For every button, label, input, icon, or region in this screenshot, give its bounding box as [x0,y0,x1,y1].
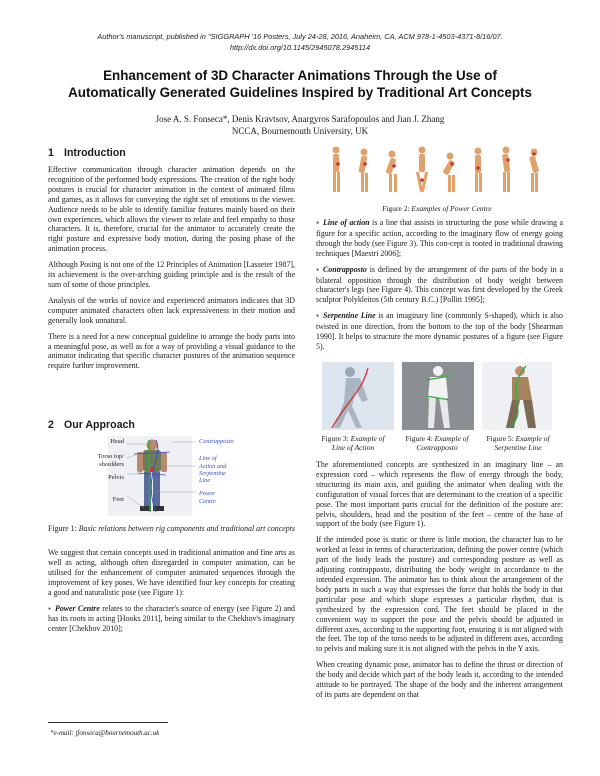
right-body-text [316,460,563,700]
paper-title [30,67,570,101]
bullet-contrapposto [316,265,563,306]
paragraph: We suggest that certain concepts used in traditional animation and fine arts as well as acting, although often disregarded in computer animation, can be utilised for the enhancement of computer animated sequences through the improvement of key poses. We have identified four key concepts for creating a good and naturalistic pose (see Figure 1): [48,548,295,597]
label-centre: Centre [199,497,216,505]
bullet-text: relates to the character's source of energy (see Figure 2) and has its roots in acting [Hooks 2011], being similar to the Chekhov's imaginary center [Chekhov 2010]; [48,603,295,634]
figure-3-caption [316,434,390,453]
bullet-icon: ● [316,221,320,226]
figures-3-4-5 [322,362,552,430]
caption-text: Example of [350,434,385,443]
label-power: Power [199,490,216,498]
label-head: Head [110,438,124,445]
caption-prefix: Figure 3: [321,434,349,443]
bullet-text: is an imaginary line (commonly S-shaped), which is also twisted in one direction, from the bottom to the top of the body [Shearman 1990]. It helps to structure the more dynamic postures of a figure (see Figure 5). [316,311,563,351]
figure-5-caption [478,434,558,453]
doi-link[interactable]: http://dx.doi.org/10.1145/2945078.2945114 [229,43,371,52]
figure-2-caption [322,204,552,213]
caption-prefix: Figure 4: [405,434,433,443]
bullet-line-of-action [316,218,563,259]
bullet-term: Line of action [323,218,370,227]
paragraph: The aforementioned concepts are synthesized in an imaginary line – an expression cord – which represents the flow of energy through the body, structuring its main axis, and guiding the animator when dealing with the configuration of visual forces that are determinant to the creation of a specific pose. The most important parts crucial for the definition of the posture are: pelvis, shoulders, head and the position of the feet – centre of the base of support of the body (see Figure 1). [316,460,563,529]
figure-1-left-labels [72,438,124,504]
caption-text: Basic relations between rig components and traditional art concepts [78,524,295,533]
section-number: 1 [48,147,54,159]
figure-3-image [322,362,394,430]
figure-2 [322,142,552,202]
label-line-of: Line of [199,455,217,463]
figure-5-image [482,362,552,430]
label-contrapposto: Contrapposto [199,438,234,445]
caption-text: Serpentine Line [494,443,542,453]
caption-prefix: Figure 1: [48,524,77,533]
figure-1-right-labels [199,438,269,505]
bullet-icon: ● [316,314,320,320]
power-centre-marker [150,468,154,472]
paragraph [48,260,295,290]
bullet-serpentine-line [316,311,563,352]
section-heading-our-approach [48,419,135,431]
caption-text: Examples of Power Centre [411,204,492,213]
paragraph: Effective communication through character animation depends on the recognition of the performed body expressions. The creation of the right body postures is crucial for character animation in the context of animated films and games, as it allows for conveying the right set of emotions to the viewer. Audience needs to be able to identify familiar features mainly based on their own experiences, which allows the viewer to relate and feel empathy to those characters. It is, therefore, crucial for the animator to accurately create the right posture and expressive body motion, during the posing phase of the animation process. [48,165,295,254]
caption-text: Example of [515,434,550,443]
affiliation: NCCA, Bournemouth University, UK [231,126,369,136]
label-serpentine: Serpentine [199,469,226,477]
author-names: Jose A. S. Fonseca*, Denis Kravtsov, Anargyros Sarafopoulos and Jian J. Zhang [155,114,445,124]
bullet-power-centre [48,604,295,635]
section-title: Introduction [64,147,126,159]
bullet-text: is defined by the arrangement of the parts of the body in a bilateral opposition through the distribution of body weight between character's legs (see Figure 4). This concept was first developed by the Greek sculptor Polykleitos (5th century B.C.) [Pollitt 1995]; [316,264,563,305]
bullet-icon: ● [316,267,320,273]
figures-3-4-5-images [322,362,552,430]
figure-2-power-centre-strip [322,142,552,202]
footnote-divider [48,722,168,723]
label-feet: Feet [112,496,124,503]
figure-4-caption [398,434,476,453]
bullet-term: Contrapposto [323,264,367,274]
bullet-text: is a line that assists in structuring the pose while drawing a figure for a specific action, according to the imaginary flow of energy going through the body (see Figure 3). This con-cept is rooted in traditional drawing techniques [Maestri 2006]; [316,218,563,258]
figure-1 [72,436,272,516]
caption-text: Contrapposto [416,443,458,453]
paragraph-start: Although Posing is not one of the 12 Principles of Animation [Lasseter 1987], its achievement is the over-arching guiding principle and is the result of the sum of some of those principles. [48,260,295,289]
label-line: Line [199,477,211,485]
intro-text [48,165,295,371]
figure-1-caption [48,524,295,534]
manuscript-note [40,31,560,53]
label-action-and: Action and [199,462,227,470]
paragraph: When creating dynamic pose, animator has to define the thrust or direction of the body and decide which part of the body leads it, according to the intended attitude to be portrayed. The shape of the body and the inherent arrangement of its parts are dependent on that [316,660,563,699]
bullet-term: Serpentine Line [323,311,376,321]
section-number: 2 [48,419,54,431]
author-block [40,113,560,137]
paragraph: Analysis of the works of novice and experienced animators indicates that 3D computer animated characters often lack expressiveness in their motion and generally look unnatural. [48,295,295,325]
manuscript-line: Author's manuscript, published in "SIGGRAPH '16 Posters, July 24-28, 2016, Anaheim, CA, ACM 978-1-4503-4371-8/16/07. [97,32,503,41]
paragraph: If the intended pose is static or there is little motion, the character has to be worked at least in terms of characterization, defining the power centre (which part of the body leads the posture) and corresponding posture as well as adjusting contrapposto, distributing the body weight in accordance to the intended expression. The animator has to think about the arrangement of the body parts in such a way that expresses the force that holds the body in that particular pose and which shape expresses a particular rhythm, that is synthesized by the expression cord. The feet should be placed in the convenient way to support the pose and the pelvis should be adjusted in different axes, according to the supporting foot, ensuring it is not aligned with the feet. The top of the torso needs to be adjusted in different axes, according to pelvis and making sure it is not aligned with the pelvis in the Y axis. [316,535,563,654]
footnote: *e-mail: jfonseca@bournemouth.ac.uk [50,729,160,737]
caption-text: Line of Action [331,443,375,453]
title-line-2: Automatically Generated Guidelines Inspired by Traditional Art Concepts [68,85,532,100]
figure-4-image [402,362,474,430]
caption-text: Example of [434,434,469,443]
section-title: Our Approach [64,419,135,431]
label-shoulders: shoulders [99,461,124,468]
bullet-term: Power Centre [55,603,100,613]
title-line-1: Enhancement of 3D Character Animations Through the Use of [103,68,497,83]
label-torso-top: Torso top/ [97,453,124,460]
paragraph: There is a need for a new conceptual guideline to arrange the body parts into a meaningful pose, as well as for a way of providing a visual guidance to the animator indicating that specific character postures of the animation sequence require further improvement. [48,331,295,371]
label-pelvis: Pelvis [108,474,124,481]
expression-cord-line [149,440,150,512]
section-heading-introduction [48,147,126,159]
caption-prefix: Figure 2: [382,204,410,213]
right-bullets [316,218,563,352]
approach-text [48,548,295,634]
bullet-icon: ● [48,606,52,612]
caption-prefix: Figure 5: [486,434,514,443]
